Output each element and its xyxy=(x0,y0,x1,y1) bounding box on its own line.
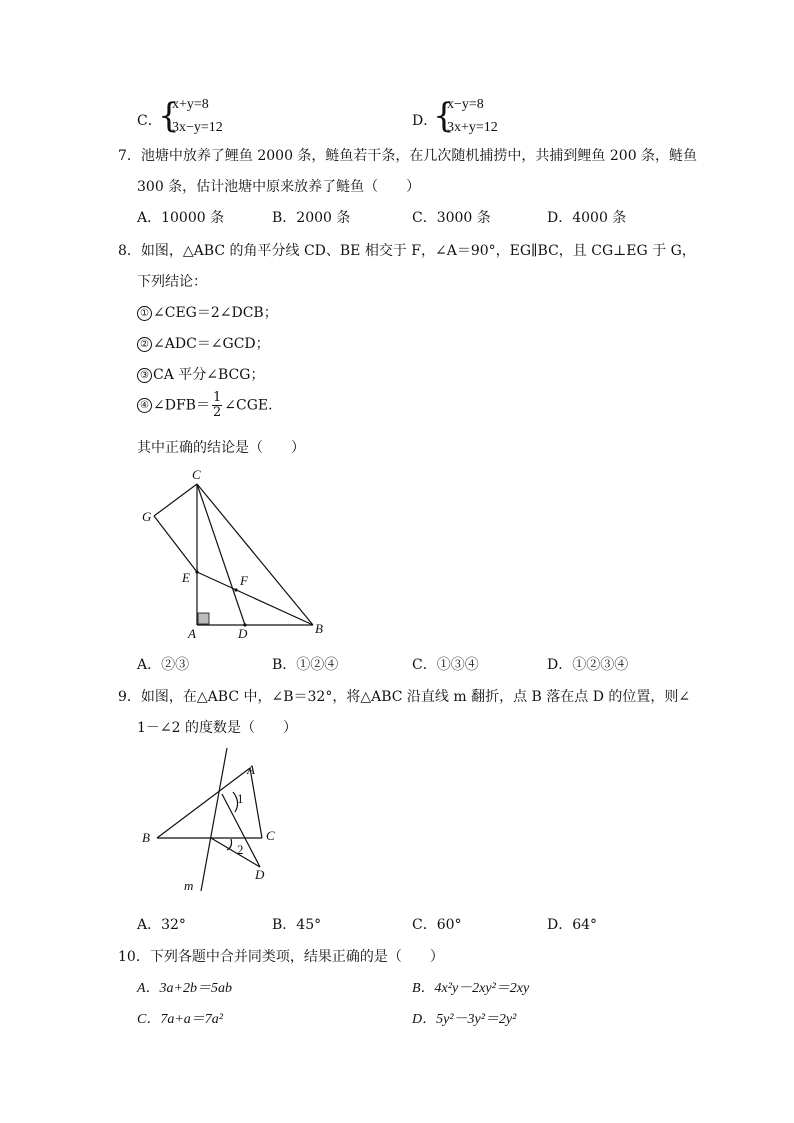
conclusion-2-text: ∠ADC＝∠GCD； xyxy=(153,336,270,352)
q10-option-b: B．4x²y－2xy²＝2xy xyxy=(412,981,530,996)
q8-option-a: A．②③ xyxy=(137,657,190,673)
conclusion-3-text: CA 平分∠BCG； xyxy=(153,367,265,383)
label-g: G xyxy=(142,509,152,524)
label-angle-1: 1 xyxy=(237,791,244,806)
q6-option-d-brace: { xyxy=(433,96,455,136)
q8-stem-line1: 8．如图，△ABC 的角平分线 CD、BE 相交于 F，∠A＝90°，EG∥BC，且 CG⊥EG 于 G， xyxy=(118,243,696,259)
conclusion-4-post: ∠CGE． xyxy=(224,397,283,414)
q9-stem-line2: 1－∠2 的度数是（ ） xyxy=(137,720,297,736)
segment-cb xyxy=(197,484,313,625)
q7-stem-line2: 300 条，估计池塘中原来放养了鲢鱼（ ） xyxy=(137,179,421,195)
q6-option-c-brace: { xyxy=(158,96,180,136)
point-e xyxy=(195,570,198,573)
q10-option-d: D．5y²－3y²＝2y² xyxy=(412,1012,517,1027)
q10-stem: 10．下列各题中合并同类项，结果正确的是（ ） xyxy=(118,949,444,965)
point-f xyxy=(234,588,237,591)
q6-option-c-eq1: x+y=8 xyxy=(172,97,209,112)
q7-option-d: D．4000 条 xyxy=(547,210,627,226)
label-a: A xyxy=(247,762,255,777)
q8-option-c: C．①③④ xyxy=(412,657,479,673)
circled-4: ④ xyxy=(137,398,152,413)
q9-figure xyxy=(137,746,287,896)
q7-stem-line1: 7．池塘中放养了鲤鱼 2000 条，鲢鱼若干条，在几次随机捕捞中，共捕到鲤鱼 200 条，鲢鱼 xyxy=(118,148,698,164)
segment-eb xyxy=(197,572,313,625)
fraction-half xyxy=(212,391,222,420)
q8-figure xyxy=(137,462,327,647)
label-angle-2: 2 xyxy=(237,842,244,857)
q8-conclusion-3 xyxy=(137,364,264,384)
q7-option-c: C．3000 条 xyxy=(412,210,491,226)
label-d: D xyxy=(255,867,265,882)
line-m xyxy=(201,748,227,891)
segment-cg xyxy=(154,484,197,516)
q7-option-b: B．2000 条 xyxy=(272,210,351,226)
q8-conclusion-1 xyxy=(137,302,278,322)
label-c: C xyxy=(266,828,275,843)
circled-3: ③ xyxy=(137,368,152,383)
label-a: A xyxy=(188,626,196,641)
segment-ge xyxy=(154,516,197,572)
q8-stem-line2: 下列结论： xyxy=(137,274,207,290)
q9-stem-line1: 9．如图，在△ABC 中，∠B＝32°，将△ABC 沿直线 m 翻折，点 B 落在点 D 的位置，则∠ xyxy=(118,689,691,705)
q8-conclusion-4 xyxy=(137,391,282,420)
q6-option-d-eq1: x−y=8 xyxy=(447,97,484,112)
circled-2: ② xyxy=(137,337,152,352)
q9-option-d: D．64° xyxy=(547,917,598,933)
label-d: D xyxy=(238,626,248,641)
fraction-numerator: 1 xyxy=(212,390,222,405)
q6-option-d-eq2: 3x+y=12 xyxy=(447,120,498,135)
q9-option-c: C．60° xyxy=(412,917,462,933)
q8-conclusion-2 xyxy=(137,333,270,353)
q6-option-c-eq2: 3x−y=12 xyxy=(172,120,223,135)
q6-option-c-label: C． xyxy=(137,113,162,129)
q8-option-d: D．①②③④ xyxy=(547,657,629,673)
q9-option-b: B．45° xyxy=(272,917,322,933)
right-angle-mark xyxy=(198,613,209,624)
segment-ac xyxy=(250,768,262,838)
circled-1: ① xyxy=(137,306,152,321)
label-e: E xyxy=(182,570,190,585)
q8-option-b: B．①②④ xyxy=(272,657,339,673)
q7-option-a: A．10000 条 xyxy=(137,210,225,226)
segment-cd xyxy=(197,484,245,625)
label-b: B xyxy=(142,830,150,845)
label-b: B xyxy=(315,621,323,636)
conclusion-4-pre: ∠DFB＝ xyxy=(153,397,210,414)
q6-option-d-label: D． xyxy=(412,113,438,129)
label-c: C xyxy=(192,467,201,482)
q10-option-c: C．7a+a＝7a² xyxy=(137,1012,223,1027)
label-f: F xyxy=(240,573,248,588)
q9-option-a: A．32° xyxy=(137,917,186,933)
q10-option-a: A．3a+2b＝5ab xyxy=(137,981,232,996)
conclusion-1-text: ∠CEG＝2∠DCB； xyxy=(153,305,278,321)
label-m: m xyxy=(184,878,194,893)
q8-prompt: 其中正确的结论是（ ） xyxy=(137,440,305,456)
fraction-denominator: 2 xyxy=(212,405,222,420)
